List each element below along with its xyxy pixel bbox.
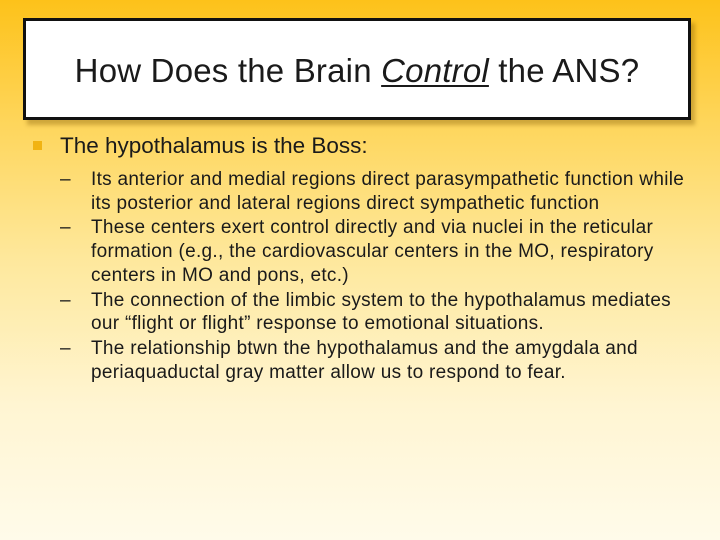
sub-bullet-item xyxy=(60,216,690,287)
main-bullet xyxy=(30,132,690,160)
sub-bullet-text: Its anterior and medial regions direct parasympathetic function while its posterior and lateral regions direct sympathetic function xyxy=(91,169,685,214)
title-text-start: How Does the Brain xyxy=(74,52,382,89)
dash-icon: – xyxy=(60,217,71,239)
sub-bullet-item xyxy=(60,168,690,215)
main-bullet-text: The hypothalamus is the Boss: xyxy=(60,133,368,158)
sub-bullet-text: The relationship btwn the hypothalamus and the amygdala and periaquaductal gray matter allow us to respond to fear. xyxy=(91,337,638,383)
title-text-end: the ANS? xyxy=(488,52,640,89)
sub-bullet-list xyxy=(30,168,690,384)
dash-icon: – xyxy=(60,337,71,359)
sub-bullet-text: The connection of the limbic system to the hypothalamus mediates our “flight or flight” response to emotional situations. xyxy=(91,289,671,335)
title-emphasis-control: Control xyxy=(381,52,489,89)
dash-icon: – xyxy=(60,289,71,311)
sub-bullet-item xyxy=(60,289,690,336)
slide-body xyxy=(30,132,690,385)
slide-title xyxy=(26,52,688,90)
title-box xyxy=(23,18,691,120)
dash-icon: – xyxy=(60,169,71,190)
sub-bullet-text: These centers exert control directly and via nuclei in the reticular formation (e.g., the cardiovascular centers in the MO, respiratory centers in MO and pons, etc.) xyxy=(91,217,654,286)
sub-bullet-item xyxy=(60,337,690,384)
square-bullet-icon xyxy=(33,141,42,150)
